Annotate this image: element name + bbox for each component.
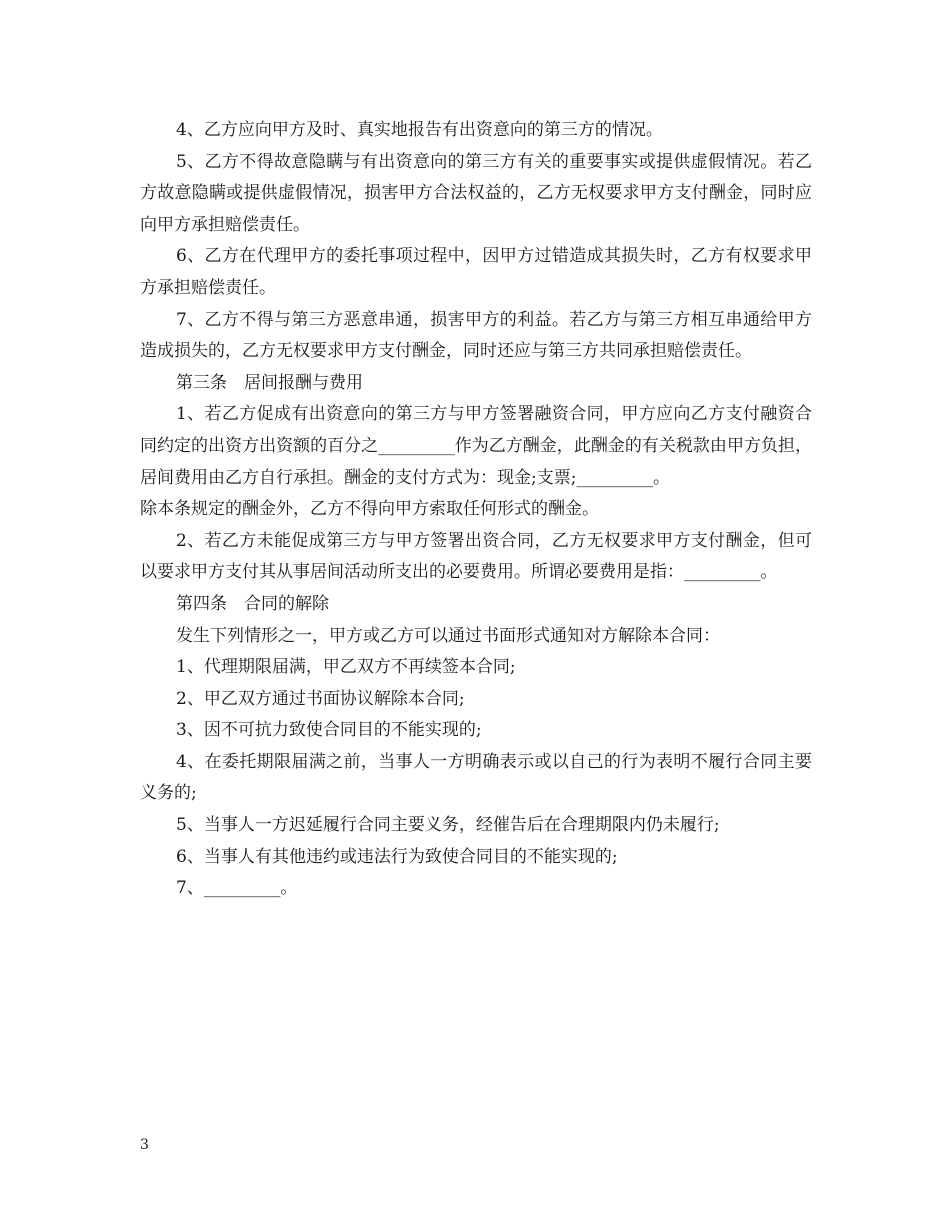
paragraph-clause-7: 7、乙方不得与第三方恶意串通，损害甲方的利益。若乙方与第三方相互串通给甲方造成损失的，乙方无权要求甲方支付酬金，同时还应与第三方共同承担赔偿责任。 bbox=[140, 309, 812, 362]
paragraph-fee-clause-1: 1、若乙方促成有出资意向的第三方与甲方签署融资合同，甲方应向乙方支付融资合同约定的出资方出资额的百分之_________作为乙方酬金，此酬金的有关税款由甲方负担，居间费用由乙方自行承担。酬金的支付方式为：现金;支票;_________。 bbox=[140, 404, 812, 488]
paragraph-clause-6: 6、乙方在代理甲方的委托事项过程中，因甲方过错造成其损失时，乙方有权要求甲方承担赔偿责任。 bbox=[140, 246, 812, 298]
list-item-termination-2: 2、甲乙双方通过书面协议解除本合同; bbox=[176, 688, 465, 709]
list-item-termination-5: 5、当事人一方迟延履行合同主要义务，经催告后在合理期限内仍未履行; bbox=[176, 815, 720, 836]
section-heading-article-3: 第三条 居间报酬与费用 bbox=[176, 372, 363, 393]
paragraph-clause-5: 5、乙方不得故意隐瞒与有出资意向的第三方有关的重要事实或提供虚假情况。若乙方故意隐瞒或提供虚假情况，损害甲方合法权益的，乙方无权要求甲方支付酬金，同时应向甲方承担赔偿责任。 bbox=[140, 151, 812, 235]
page-number: 3 bbox=[140, 1137, 149, 1153]
list-item-termination-7: 7、_________。 bbox=[176, 878, 298, 899]
paragraph-fee-exclusion: 除本条规定的酬金外，乙方不得向甲方索取任何形式的酬金。 bbox=[140, 499, 599, 520]
list-item-termination-4: 4、在委托期限届满之前，当事人一方明确表示或以自己的行为表明不履行合同主要义务的; bbox=[140, 751, 812, 804]
list-item-termination-3: 3、因不可抗力致使合同目的不能实现的; bbox=[176, 720, 482, 741]
list-item-termination-6: 6、当事人有其他违约或违法行为致使合同目的不能实现的; bbox=[176, 846, 618, 867]
contract-body bbox=[140, 115, 812, 905]
list-item-termination-1: 1、代理期限届满，甲乙双方不再续签本合同; bbox=[176, 657, 516, 678]
section-heading-article-4: 第四条 合同的解除 bbox=[176, 593, 329, 614]
paragraph-fee-clause-2: 2、若乙方未能促成第三方与甲方签署出资合同，乙方无权要求甲方支付酬金，但可以要求甲方支付其从事居间活动所支出的必要费用。所谓必要费用是指：_________。 bbox=[140, 530, 812, 583]
paragraph-clause-4: 4、乙方应向甲方及时、真实地报告有出资意向的第三方的情况。 bbox=[176, 120, 663, 140]
paragraph-termination-intro: 发生下列情形之一，甲方或乙方可以通过书面形式通知对方解除本合同： bbox=[176, 625, 720, 646]
